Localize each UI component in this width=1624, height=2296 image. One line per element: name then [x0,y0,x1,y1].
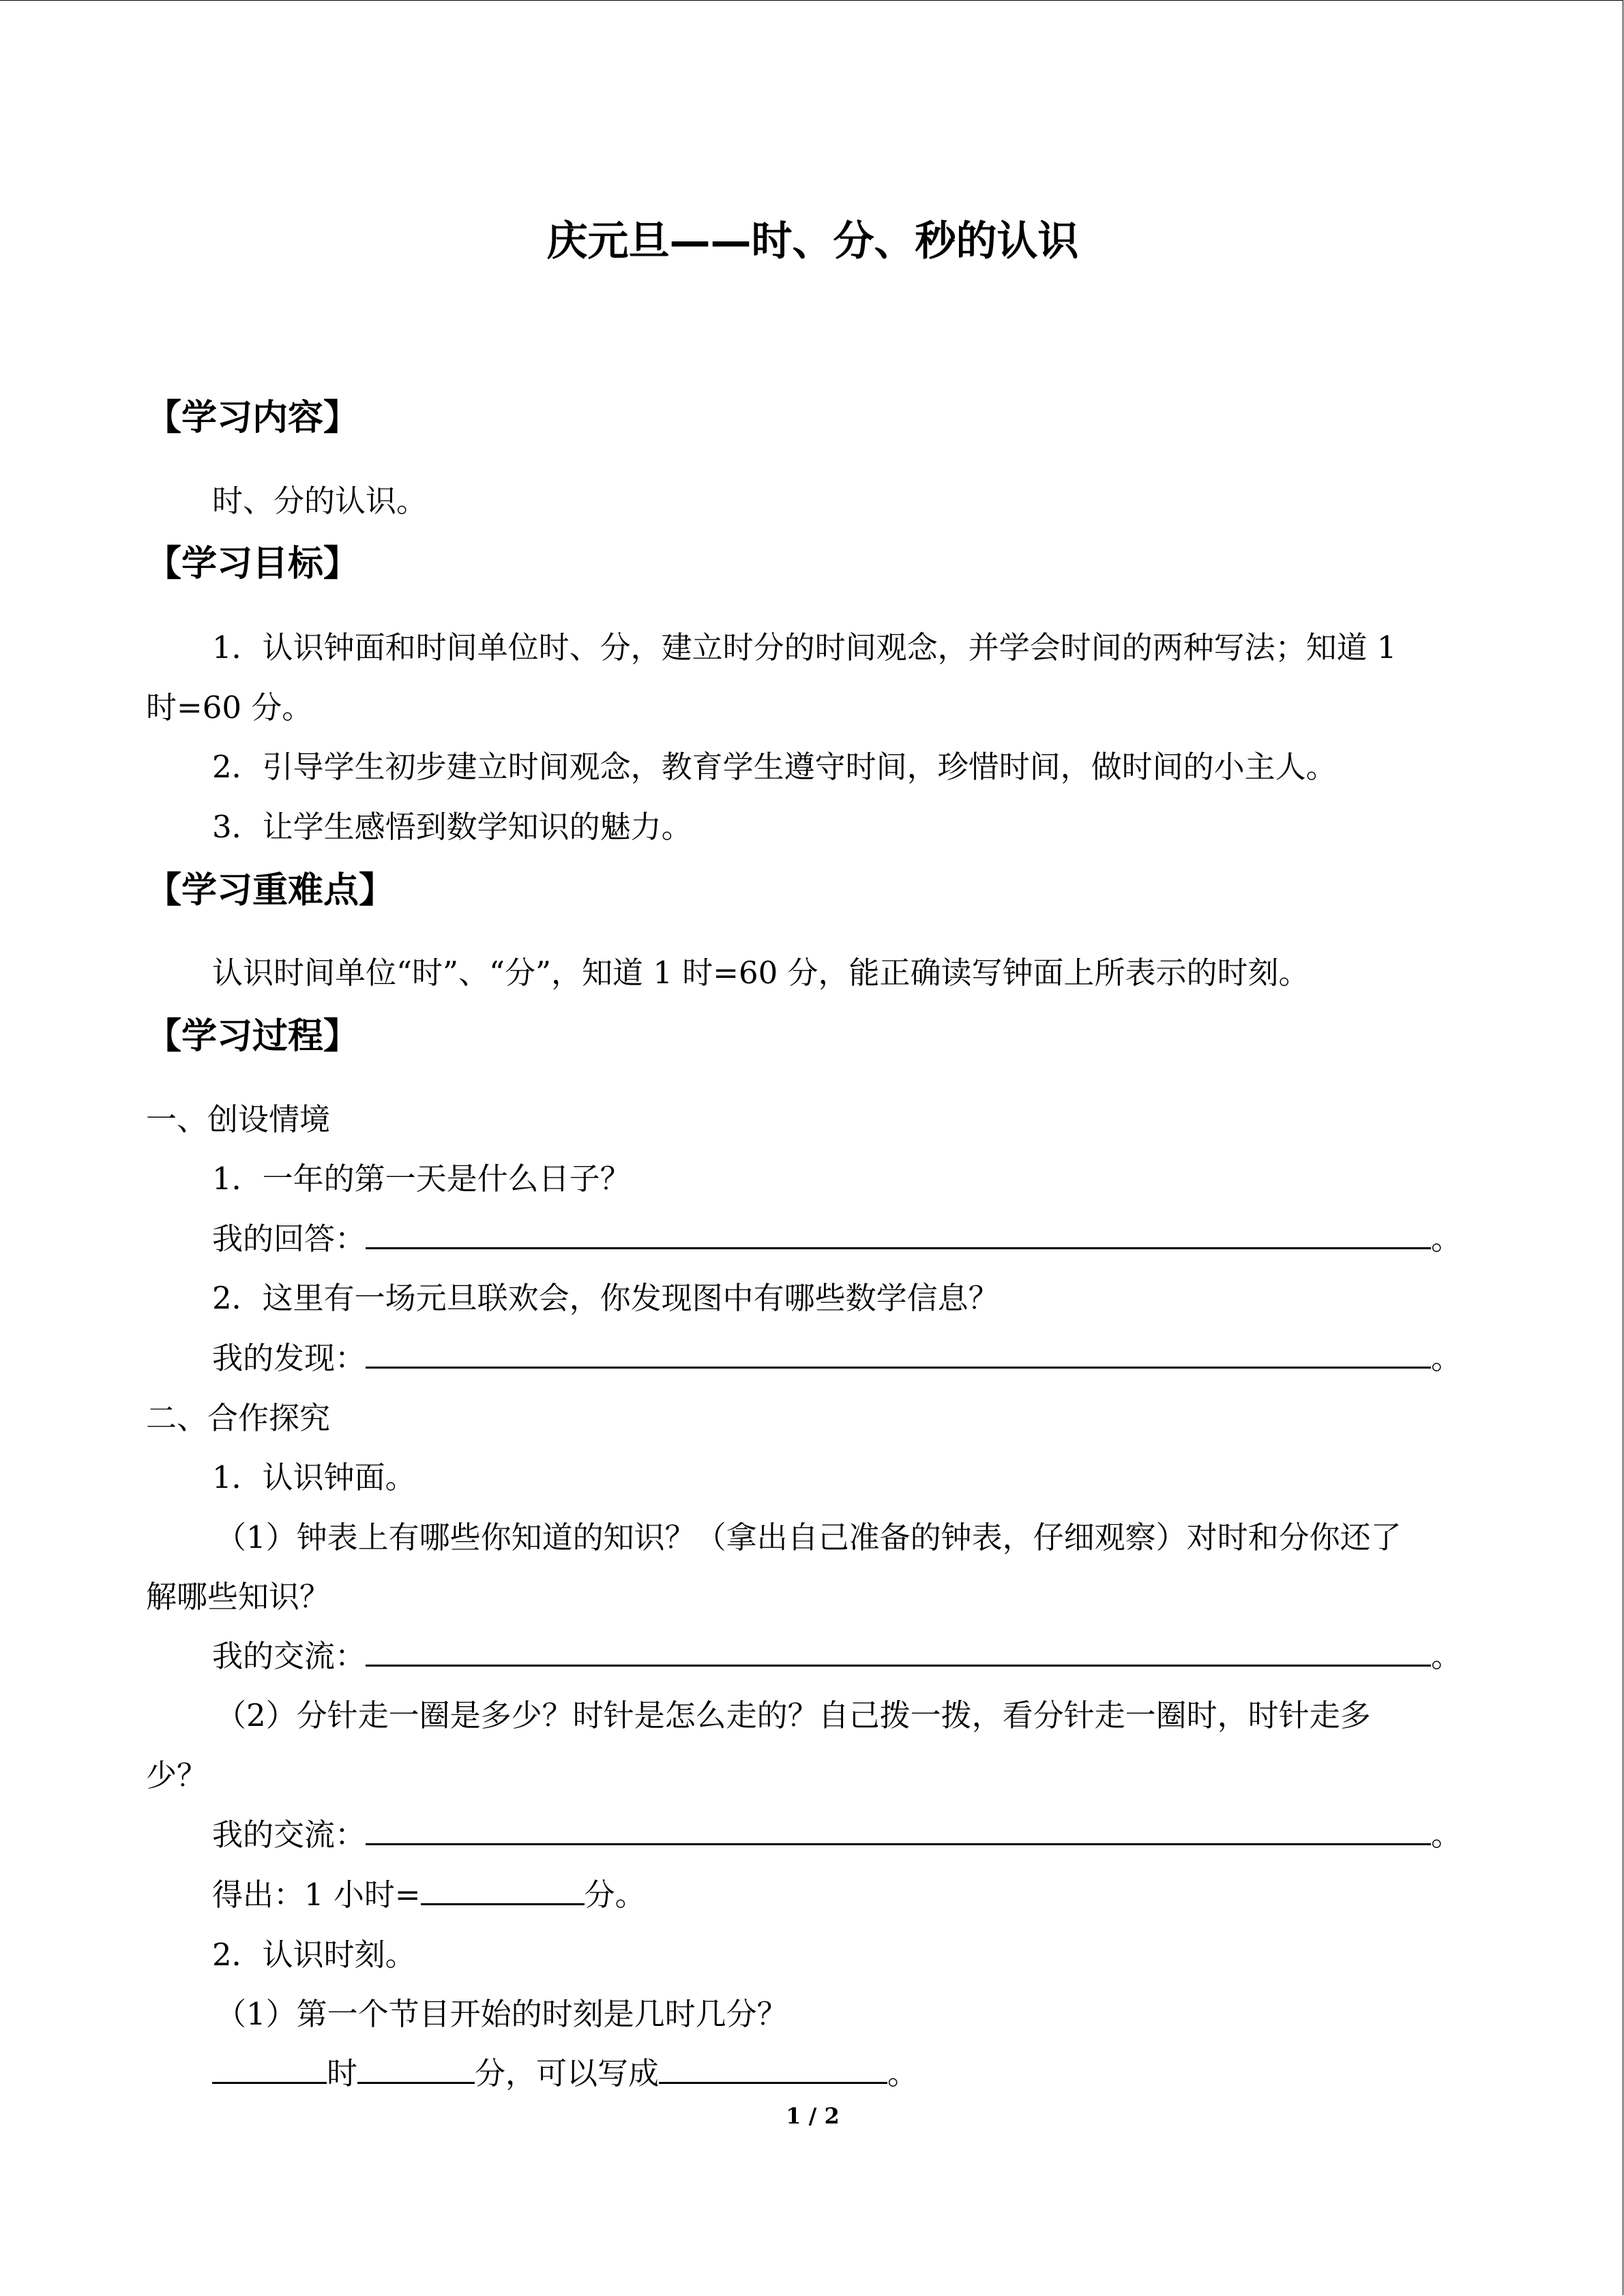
conclusion-prefix: 得出：1 小时= [212,1877,421,1913]
key-points-text: 认识时间单位“时”、“分”，知道 1 时=60 分，能正确读写钟面上所表示的时刻。 [212,955,1310,991]
goal-item-2: 2．引导学生初步建立时间观念，教育学生遵守时间，珍惜时间，做时间的小主人。 [212,749,1337,785]
answer-label: 我的回答： [212,1221,366,1257]
minutes-per-hour-blank[interactable] [421,1873,585,1905]
sub-1-question-1-line-1: （1）钟表上有哪些你知道的知识？（拿出自己准备的钟表，仔细观察）对时和分你还了 [216,1519,1402,1555]
answer-blank[interactable] [366,1217,1431,1249]
conclusion-row [212,1870,646,1914]
heading-learning-goals: 【学习目标】 [146,543,359,584]
minute-blank[interactable] [357,2052,475,2084]
discover-row [212,1333,1462,1377]
hour-label: 时 [327,2055,358,2091]
goal-item-1-line-1: 1．认识钟面和时间单位时、分，建立时分的时间观念，并学会时间的两种写法；知道 1 [212,629,1397,666]
goal-item-1-line-2: 时=60 分。 [146,689,313,726]
discover-period: 。 [1431,1340,1462,1376]
sub-2-question-1: （1）第一个节目开始的时刻是几时几分？ [216,1996,788,2032]
exchange-blank-1[interactable] [366,1635,1431,1667]
document-page [146,0,1479,2296]
page-number: 1 / 2 [786,2103,840,2129]
discover-label: 我的发现： [212,1340,366,1376]
hour-blank[interactable] [212,2052,327,2084]
goal-item-3: 3．让学生感悟到数学知识的魅力。 [212,809,692,845]
page-title: 庆元旦——时、分、秒的认识 [546,218,1079,265]
answer-row [212,1214,1462,1258]
exchange-row-2 [212,1810,1462,1854]
sub-section-2: 2．认识时刻。 [212,1937,416,1973]
exchange-label-1: 我的交流： [212,1638,366,1674]
exchange-row-1 [212,1631,1462,1675]
sub-1-question-1-line-2: 解哪些知识？ [146,1579,331,1615]
written-time-blank[interactable] [659,2052,887,2084]
time-fill-period: 。 [887,2055,919,2091]
heading-learning-process: 【学习过程】 [146,1016,359,1057]
heading-key-points: 【学习重难点】 [146,870,395,911]
part-2-title: 二、合作探究 [146,1400,331,1436]
sub-1-question-2-line-1: （2）分针走一圈是多少？时针是怎么走的？自己拨一拨，看分针走一圈时，时针走多 [216,1697,1371,1733]
discover-blank[interactable] [366,1337,1431,1369]
time-fill-row [212,2048,918,2093]
part-1-title: 一、创设情境 [146,1101,331,1137]
question-2: 2．这里有一场元旦联欢会，你发现图中有哪些数学信息？ [212,1280,999,1316]
exchange-period-2: 。 [1431,1817,1462,1853]
learning-content-text: 时、分的认识。 [212,483,428,519]
exchange-blank-2[interactable] [366,1813,1431,1845]
sub-section-1: 1．认识钟面。 [212,1459,416,1495]
conclusion-suffix: 分。 [584,1877,646,1913]
answer-period: 。 [1431,1221,1462,1257]
exchange-period-1: 。 [1431,1638,1462,1674]
question-1: 1．一年的第一天是什么日子？ [212,1161,631,1197]
exchange-label-2: 我的交流： [212,1817,366,1853]
minute-label: 分，可以写成 [475,2055,660,2091]
heading-learning-content: 【学习内容】 [146,398,359,438]
sub-1-question-2-line-2: 少？ [146,1757,208,1793]
